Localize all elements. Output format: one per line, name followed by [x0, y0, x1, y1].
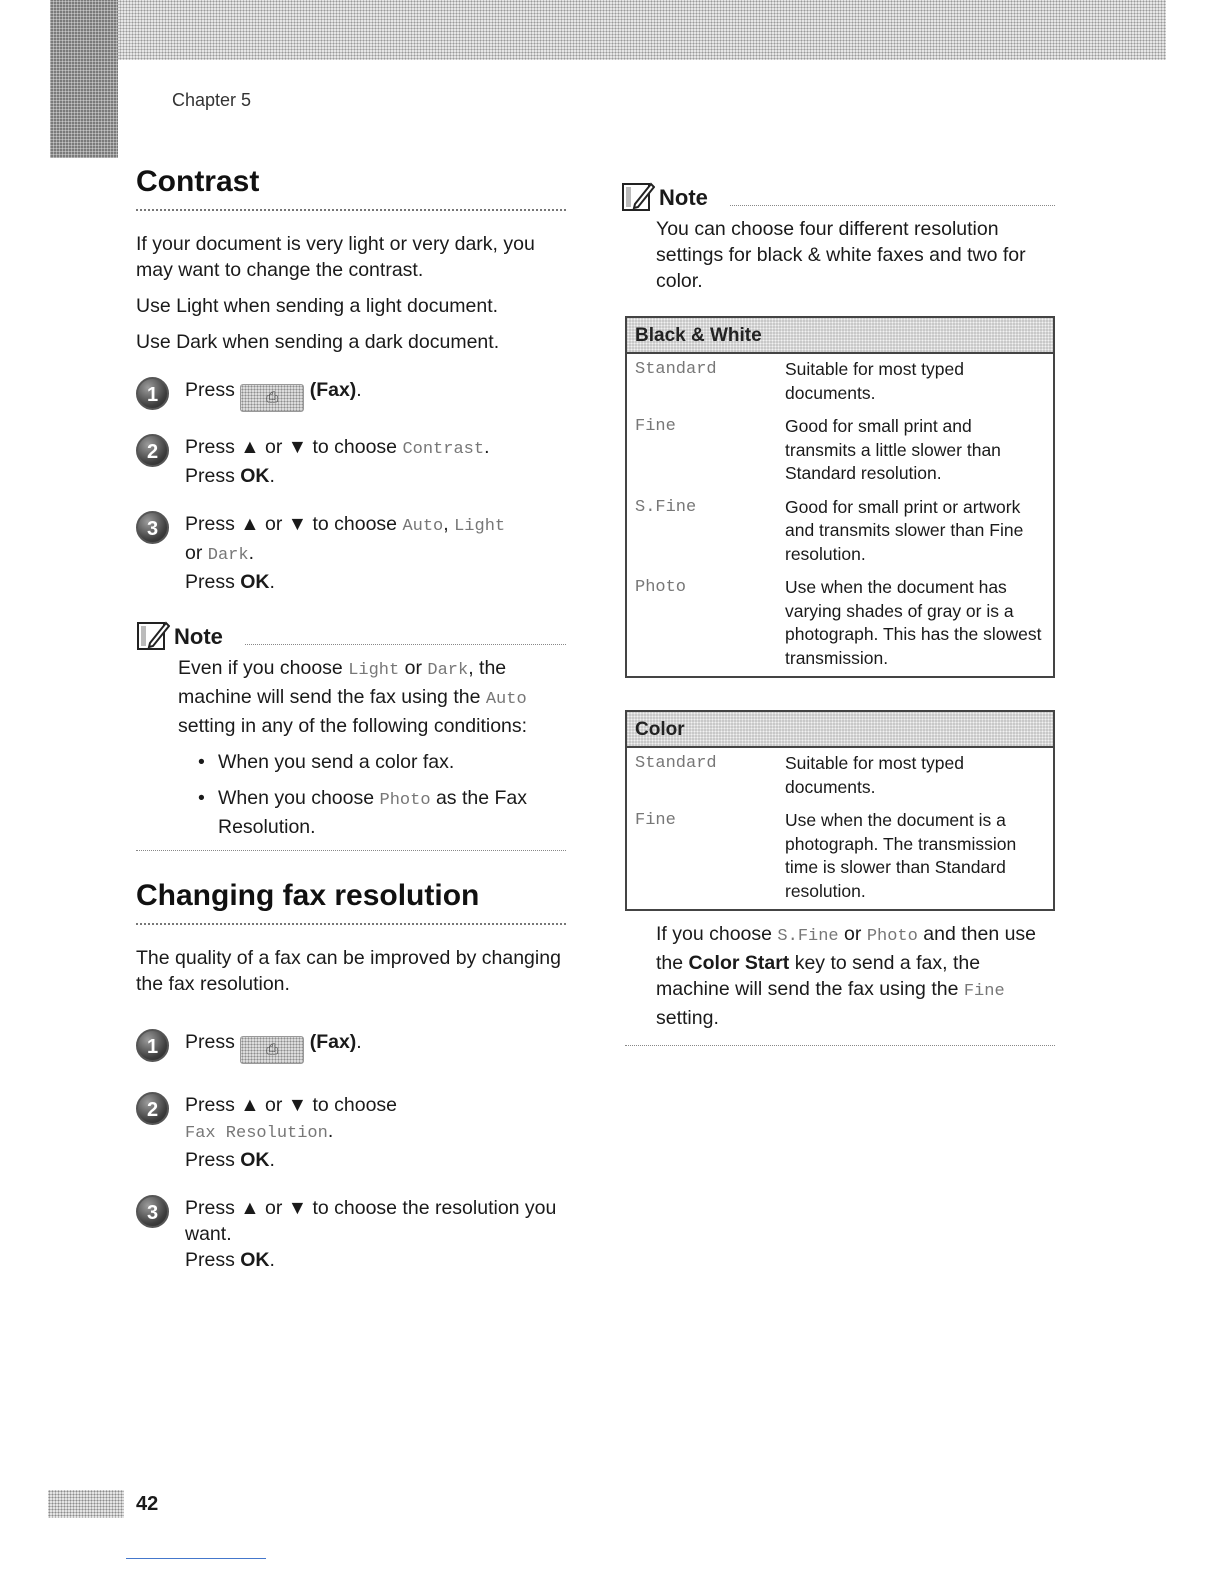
table-value: Use when the document has varying shades of gray or is a photograph. This has the slowest transmission. — [785, 577, 1042, 668]
table-value: Good for small print and transmits a little slower than Standard resolution. — [785, 416, 1001, 483]
table-key: Standard — [635, 754, 717, 773]
table-value: Good for small print or artwork and transmits slower than Fine resolution. — [785, 496, 1024, 564]
page-number-band — [48, 1490, 124, 1518]
note-title: Note — [659, 185, 708, 210]
note-text-part: Even if you choose — [178, 657, 349, 679]
step-punct: . — [327, 1120, 334, 1142]
resolution-step-2 — [136, 1092, 566, 1173]
step-number-badge: 2 — [136, 434, 169, 467]
table-key: Standard — [635, 360, 717, 379]
step-punct: . — [269, 571, 275, 593]
note-divider — [730, 205, 1055, 206]
step-text: Press — [185, 465, 241, 487]
menu-option-light: Light — [454, 517, 506, 536]
pencil-note-icon — [136, 619, 170, 651]
table-value: Suitable for most typed documents. — [785, 753, 964, 797]
step-punct: . — [269, 465, 275, 487]
table-key: Fine — [635, 417, 676, 436]
step-text: Press — [185, 1031, 235, 1053]
ok-key-label: OK — [240, 1249, 270, 1271]
step-punct: . — [248, 542, 254, 564]
contrast-note — [136, 617, 566, 851]
ok-key-label: OK — [240, 1149, 270, 1171]
note-text — [178, 655, 566, 739]
table-row — [627, 354, 1053, 411]
table-header: Color — [627, 712, 1053, 748]
note-end-divider — [136, 850, 566, 851]
color-start-key-label: Color Start — [688, 952, 790, 974]
menu-option-dark: Dark — [427, 661, 469, 680]
table-row — [627, 411, 1053, 492]
note-end-divider — [625, 1045, 1055, 1046]
resolution-step-3 — [136, 1195, 566, 1273]
step-text: or — [185, 542, 208, 564]
step-text: Press ▲ or ▼ to choose — [185, 1094, 398, 1116]
ok-key-label: OK — [240, 571, 270, 593]
table-key: S.Fine — [635, 497, 697, 517]
pencil-note-icon — [621, 180, 655, 212]
list-item: • When you send a color fax. — [198, 749, 566, 775]
step-punct: . — [269, 1149, 275, 1171]
left-column — [136, 165, 566, 1273]
step-number-badge: 1 — [136, 1029, 169, 1062]
contrast-intro: If your document is very light or very dark, you may want to change the contrast. — [136, 233, 535, 281]
menu-option-photo: Photo — [379, 791, 431, 810]
contrast-step-1 — [136, 377, 566, 412]
table-key: Fine — [635, 811, 676, 830]
note-text-part: and then use the — [656, 923, 1037, 974]
chapter-label: Chapter 5 — [172, 90, 252, 110]
step-text: Press — [185, 379, 235, 401]
color-resolution-table — [625, 710, 1055, 911]
contrast-step-2 — [136, 434, 566, 489]
menu-option-auto: Auto — [402, 517, 444, 536]
note-text-part: setting. — [656, 1007, 719, 1029]
contrast-step-3 — [136, 511, 566, 595]
table-row — [627, 572, 1053, 676]
step-punct: . — [269, 1249, 275, 1271]
contrast-heading: Contrast — [136, 165, 566, 211]
step-punct: . — [484, 436, 490, 458]
menu-option-fax-resolution: Fax Resolution — [185, 1124, 328, 1143]
note-text-part: or — [399, 657, 428, 679]
note-text-part: setting in any of the following conditions: — [178, 715, 528, 737]
step-number-badge: 2 — [136, 1092, 169, 1125]
menu-option-dark: Dark — [207, 546, 249, 565]
step-punct: . — [356, 1031, 362, 1053]
table-row — [627, 805, 1053, 909]
note-text-part: as the Fax Resolution. — [218, 787, 527, 838]
page-number: 42 — [136, 1493, 159, 1515]
menu-option-photo: Photo — [866, 927, 918, 946]
chapter-tab — [50, 0, 118, 158]
footer-line — [126, 1558, 266, 1559]
step-punct: , — [443, 513, 455, 535]
step-number-badge: 3 — [136, 511, 169, 544]
step-punct: . — [356, 379, 362, 401]
step-text: Press — [185, 1149, 241, 1171]
table-row — [627, 748, 1053, 805]
contrast-light: Use Light when sending a light document. — [136, 295, 499, 317]
note-text: You can choose four different resolution settings for black & white faxes and two for color. — [656, 218, 1026, 292]
menu-option-sfine: S.Fine — [777, 927, 839, 946]
note-text — [656, 921, 1055, 1031]
resolution-step-1 — [136, 1029, 566, 1064]
fax-label: (Fax) — [309, 1031, 357, 1053]
note-divider — [245, 644, 566, 645]
note-bullet-list — [178, 749, 566, 840]
menu-option-auto: Auto — [485, 690, 527, 709]
fax-key-icon: ⎙ — [240, 1036, 304, 1064]
fax-key-icon: ⎙ — [240, 384, 304, 412]
ok-key-label: OK — [240, 465, 270, 487]
step-text: Press ▲ or ▼ to choose the resolution you want. — [185, 1197, 557, 1245]
table-key: Photo — [635, 578, 687, 597]
right-column — [625, 178, 1055, 1046]
note-text-part: When you choose — [218, 787, 380, 809]
header-band — [50, 0, 1166, 60]
resolution-intro: The quality of a fax can be improved by changing the fax resolution. — [136, 947, 561, 995]
step-text: Press — [185, 571, 241, 593]
step-text: Press ▲ or ▼ to choose — [185, 513, 403, 535]
fax-label: (Fax) — [309, 379, 357, 401]
bw-resolution-table — [625, 316, 1055, 678]
resolution-heading: Changing fax resolution — [136, 879, 566, 925]
table-header: Black & White — [627, 318, 1053, 354]
step-text: Press — [185, 1249, 241, 1271]
color-start-note — [625, 921, 1055, 1031]
resolution-note — [625, 178, 1055, 294]
table-row — [627, 492, 1053, 573]
table-value: Suitable for most typed documents. — [785, 359, 964, 403]
contrast-dark: Use Dark when sending a dark document. — [136, 331, 500, 353]
step-text: Press ▲ or ▼ to choose — [185, 436, 403, 458]
menu-option-light: Light — [348, 661, 400, 680]
list-item — [198, 785, 566, 840]
note-text-part: , the machine will send the fax using the — [178, 657, 507, 708]
menu-option-fine: Fine — [963, 982, 1005, 1001]
step-number-badge: 3 — [136, 1195, 169, 1228]
step-number-badge: 1 — [136, 377, 169, 410]
table-value: Use when the document is a photograph. The transmission time is slower than Standard resolution. — [785, 810, 1017, 901]
note-text-part: key to send a fax, the machine will send the fax using the — [656, 952, 981, 1000]
menu-option-contrast: Contrast — [402, 440, 485, 459]
note-text-part: or — [838, 923, 867, 945]
note-title: Note — [174, 624, 223, 649]
note-text-part: If you choose — [656, 923, 778, 945]
